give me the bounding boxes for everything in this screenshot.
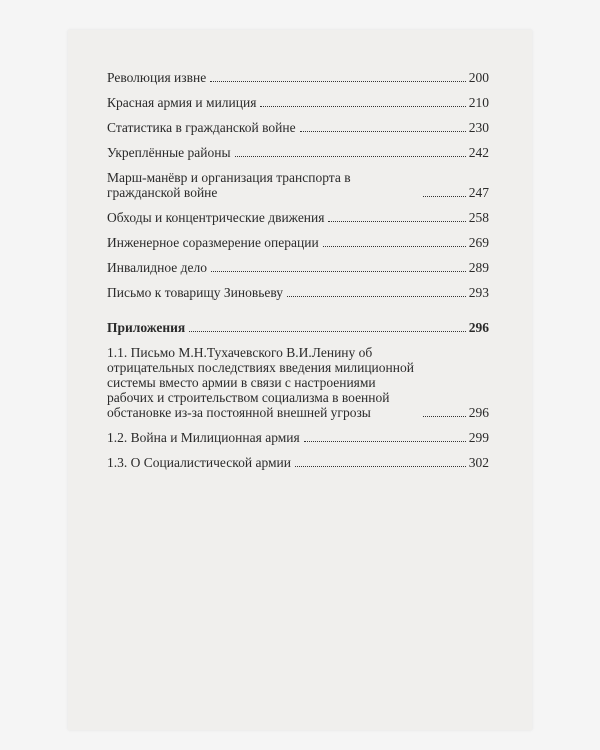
dot-leader — [328, 221, 465, 222]
toc-entry-title: Письмо к товарищу Зиновьеву — [107, 285, 284, 300]
toc-entry-title: Инженерное соразмерение операции — [107, 235, 319, 250]
appendix-entry — [107, 430, 489, 445]
toc-entry — [107, 120, 489, 135]
toc-entry-title: Инвалидное дело — [107, 260, 207, 275]
appendix-entry-title: 1.2. Война и Милиционная армия — [107, 430, 300, 445]
dot-leader — [423, 416, 466, 417]
toc-entry-page: 200 — [468, 70, 489, 85]
toc-entry-title: Революция извне — [107, 70, 207, 85]
dot-leader — [287, 296, 466, 297]
toc-entry — [107, 95, 489, 110]
dot-leader — [235, 156, 466, 157]
dot-leader — [300, 131, 466, 132]
dot-leader — [323, 246, 466, 247]
toc-entry-page: 293 — [468, 285, 489, 300]
table-of-contents — [107, 70, 489, 480]
toc-entry — [107, 210, 489, 225]
toc-entry — [107, 70, 489, 85]
dot-leader — [210, 81, 466, 82]
toc-entry-page: 269 — [468, 235, 489, 250]
appendix-entry — [107, 455, 489, 470]
toc-entry-title: Укреплённые районы — [107, 145, 231, 160]
appendix-heading-title: Приложения — [107, 320, 186, 335]
toc-entry-page: 210 — [468, 95, 489, 110]
dot-leader — [295, 466, 466, 467]
dot-leader — [304, 441, 466, 442]
toc-entry-page: 289 — [468, 260, 489, 275]
dot-leader — [423, 196, 466, 197]
toc-entry — [107, 260, 489, 275]
toc-entry-page: 247 — [468, 185, 489, 200]
toc-entry — [107, 145, 489, 160]
appendix-entry-page: 296 — [468, 405, 489, 420]
toc-entry-title: Красная армия и милиция — [107, 95, 257, 110]
appendix-entry — [107, 345, 489, 420]
toc-entry-title: Марш-манёвр и организация транспорта в гражданской войне — [107, 170, 351, 200]
appendix-entry-page: 302 — [468, 455, 489, 470]
appendix-heading-page: 296 — [468, 320, 489, 335]
dot-leader — [189, 331, 466, 332]
dot-leader — [260, 106, 465, 107]
appendix-heading — [107, 320, 489, 335]
toc-entry — [107, 170, 489, 200]
toc-entry-page: 258 — [468, 210, 489, 225]
toc-entry-page: 230 — [468, 120, 489, 135]
appendix-entry-title: 1.1. Письмо М.Н.Тухачевского В.И.Ленину об отрицательных последствиях введения милиционной системы вместо армии в связи с настроениями рабочих и строительством социализма в военной обстановке из-за постоянной внешней угрозы — [107, 345, 414, 420]
toc-entry-page: 242 — [468, 145, 489, 160]
dot-leader — [211, 271, 466, 272]
toc-entry-title: Статистика в гражданской войне — [107, 120, 296, 135]
toc-entry-title: Обходы и концентрические движения — [107, 210, 325, 225]
section-gap — [107, 310, 489, 320]
toc-entry — [107, 285, 489, 300]
appendix-entry-page: 299 — [468, 430, 489, 445]
appendix-entry-title: 1.3. О Социалистической армии — [107, 455, 292, 470]
toc-entry — [107, 235, 489, 250]
